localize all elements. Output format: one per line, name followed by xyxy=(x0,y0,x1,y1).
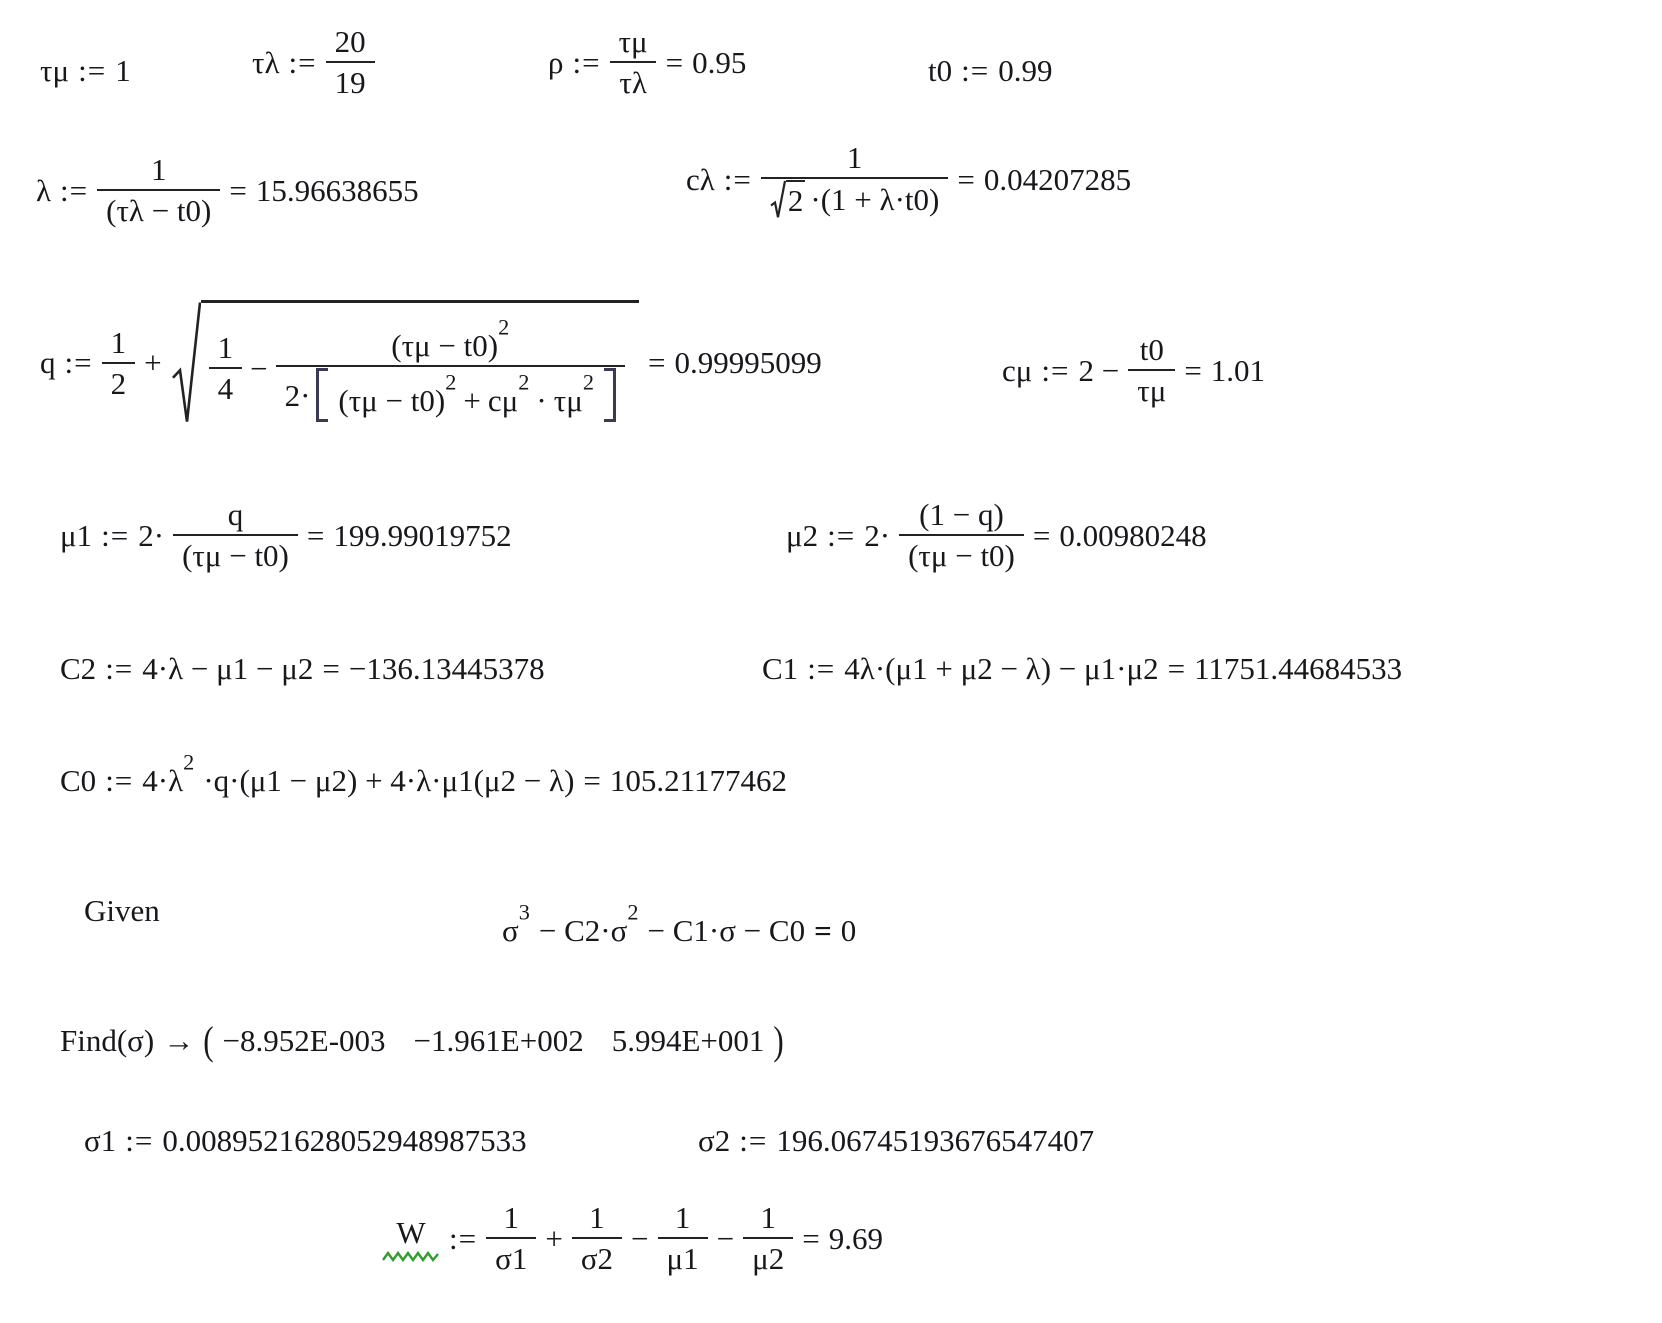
plus-operator: + xyxy=(463,383,481,419)
exponent: 3 xyxy=(518,899,530,925)
denominator-coefficient: 2· xyxy=(284,377,311,413)
exponent: 2 xyxy=(518,369,530,395)
variable-name: τλ xyxy=(252,44,280,80)
equation-tau-mu[interactable] xyxy=(40,52,131,89)
redefinition-squiggle-icon xyxy=(382,1251,440,1262)
fraction-numerator: 1 xyxy=(760,1200,776,1235)
expression: 4λ·(μ1 + μ2 − λ) − μ1·μ2 xyxy=(844,651,1159,686)
term-base: (τμ − t0) xyxy=(338,383,446,419)
equals-operator: = xyxy=(1167,651,1186,686)
equation-constraint[interactable] xyxy=(502,899,857,949)
result-value: 0.99995099 xyxy=(674,345,822,381)
fraction-numerator: 1 xyxy=(503,1200,519,1235)
denominator-rest: ·(1 + λ·t0) xyxy=(810,182,940,218)
assign-operator: := xyxy=(64,345,93,381)
left-bracket-icon xyxy=(316,368,328,422)
fraction-denominator xyxy=(276,365,625,423)
plus-operator: + xyxy=(545,1220,563,1256)
fraction xyxy=(1128,330,1175,410)
fraction-denominator: μ1 xyxy=(658,1237,708,1278)
fraction-numerator: q xyxy=(227,497,244,532)
open-paren: ( xyxy=(203,1017,214,1064)
fraction-denominator: 2 xyxy=(102,362,136,403)
expression: 4·λ − μ1 − μ2 xyxy=(142,651,314,686)
equation-c2[interactable] xyxy=(60,650,545,687)
fraction xyxy=(658,1198,708,1278)
coefficient: 2· xyxy=(864,517,891,553)
equation-find[interactable] xyxy=(60,1017,784,1064)
equation-sigma1[interactable] xyxy=(84,1122,527,1159)
fraction xyxy=(572,1198,622,1278)
variable-name: μ2 xyxy=(786,517,819,553)
result-value: −136.13445378 xyxy=(348,651,545,686)
exponent: 2 xyxy=(498,314,510,340)
given-keyword[interactable] xyxy=(84,892,160,929)
assign-operator: := xyxy=(827,517,856,553)
equals-operator: = xyxy=(802,1220,820,1256)
fraction-denominator: σ1 xyxy=(486,1237,536,1278)
variable-name: C1 xyxy=(762,651,799,686)
fraction xyxy=(610,22,657,102)
fraction-denominator: 19 xyxy=(326,61,375,102)
multiply-operator: · xyxy=(536,383,547,419)
result-value: 0.95 xyxy=(692,44,747,80)
result-value: 199.99019752 xyxy=(333,517,512,553)
result-vector xyxy=(223,1022,765,1059)
numerator-base: (τμ − t0) xyxy=(391,328,499,363)
exponent: 2 xyxy=(183,749,195,775)
fraction-one-quarter xyxy=(209,328,243,408)
fraction-denominator: (τμ − t0) xyxy=(173,534,298,575)
symbolic-arrow-icon: → xyxy=(163,1023,195,1058)
radical-sign-icon xyxy=(171,300,201,425)
fraction-denominator: τλ xyxy=(610,61,656,102)
equation-w[interactable] xyxy=(382,1198,883,1278)
fraction xyxy=(761,138,948,220)
assign-operator: := xyxy=(125,1123,154,1158)
fraction-numerator: 1 xyxy=(110,324,127,360)
equals-operator: = xyxy=(322,651,340,686)
assign-operator: := xyxy=(105,763,134,798)
variable-name: ρ xyxy=(548,44,564,80)
fraction-numerator: 1 xyxy=(846,140,863,175)
assign-operator: := xyxy=(78,53,107,88)
assign-operator: := xyxy=(449,1220,478,1256)
bracket-content xyxy=(335,368,597,422)
term-base: − C2·σ xyxy=(538,913,628,948)
equation-lambda[interactable] xyxy=(36,150,419,230)
equation-rho[interactable] xyxy=(548,22,746,102)
radical-sign-icon xyxy=(770,180,786,219)
equals-operator: = xyxy=(665,44,684,80)
close-paren: ) xyxy=(773,1017,784,1064)
equation-mu1[interactable] xyxy=(60,495,512,575)
variable-name: cμ xyxy=(1002,352,1033,388)
right-hand-side: 0 xyxy=(840,913,857,948)
result-value: 11751.44684533 xyxy=(1194,651,1403,686)
fraction-denominator: τμ xyxy=(1128,369,1175,410)
constraint-equals-operator: = xyxy=(814,913,832,948)
equation-c-mu[interactable] xyxy=(1002,330,1265,410)
variable-name-with-warning xyxy=(382,1214,440,1262)
exponent: 2 xyxy=(582,369,594,395)
result-value: 9.69 xyxy=(828,1220,883,1256)
assign-operator: := xyxy=(101,517,130,553)
variable-name: μ1 xyxy=(60,517,93,553)
fraction-numerator xyxy=(382,313,518,365)
fraction-denominator: 4 xyxy=(209,367,243,408)
variable-name: W xyxy=(396,1215,426,1251)
radicand xyxy=(201,300,639,425)
result-value: 105.21177462 xyxy=(609,763,787,798)
fraction xyxy=(326,22,375,102)
term-base: cμ xyxy=(487,383,519,419)
fraction-numerator: 1 xyxy=(217,330,234,365)
equation-c0[interactable] xyxy=(60,749,787,799)
fraction-numerator: t0 xyxy=(1139,332,1164,367)
assign-operator: := xyxy=(60,172,89,208)
right-bracket-icon xyxy=(604,368,616,422)
plus-operator: + xyxy=(144,345,162,381)
minus-operator: − xyxy=(250,350,268,386)
expression-prefix: 2 − xyxy=(1078,352,1120,388)
equation-q[interactable] xyxy=(40,300,822,425)
equation-tau-lambda[interactable] xyxy=(252,22,375,102)
value: 0.0089521628052948987533 xyxy=(162,1123,527,1158)
result-value: 1.01 xyxy=(1210,352,1266,388)
fraction xyxy=(743,1198,793,1278)
fraction-numerator: 1 xyxy=(589,1200,605,1235)
assign-operator: := xyxy=(807,651,836,686)
variable-name: cλ xyxy=(686,161,715,197)
value: 196.06745193676547407 xyxy=(776,1123,1095,1158)
sigma-base: σ xyxy=(502,913,519,948)
variable-name: λ xyxy=(36,172,52,208)
coefficient: 2· xyxy=(138,517,165,553)
expression-tail: − C1·σ − C0 xyxy=(647,913,806,948)
fraction-numerator: τμ xyxy=(618,24,648,59)
assign-operator: := xyxy=(288,44,317,80)
find-call: Find(σ) xyxy=(60,1023,155,1058)
assign-operator: := xyxy=(739,1123,768,1158)
result-value: 0.00980248 xyxy=(1059,517,1207,553)
fraction-numerator: 20 xyxy=(334,24,366,59)
square-root xyxy=(171,300,639,425)
term-base: τμ xyxy=(553,383,583,419)
value: 0.99 xyxy=(998,53,1053,88)
root-value-2: −1.961E+002 xyxy=(413,1023,584,1058)
variable-name: C0 xyxy=(60,763,97,798)
equals-operator: = xyxy=(647,345,666,381)
equals-operator: = xyxy=(1032,517,1051,553)
exponent: 2 xyxy=(627,899,639,925)
variable-name: t0 xyxy=(928,53,953,88)
minus-operator: − xyxy=(631,1220,649,1256)
keyword-label: Given xyxy=(84,893,160,928)
variable-name: σ2 xyxy=(698,1123,731,1158)
equals-operator: = xyxy=(957,161,975,197)
square-root xyxy=(770,180,806,219)
fraction-one-half xyxy=(102,323,136,403)
fraction xyxy=(486,1198,536,1278)
value: 1 xyxy=(115,53,131,88)
equals-operator: = xyxy=(583,763,601,798)
equation-c1[interactable] xyxy=(762,650,1402,687)
fraction-denominator: (τλ − t0) xyxy=(97,189,220,230)
fraction-denominator: (τμ − t0) xyxy=(899,534,1024,575)
fraction xyxy=(173,495,298,575)
root-value-1: −8.952E-003 xyxy=(222,1023,386,1058)
assign-operator: := xyxy=(105,651,134,686)
equation-t0[interactable] xyxy=(928,52,1052,89)
fraction xyxy=(899,495,1024,575)
fraction-numerator: 1 xyxy=(151,152,167,187)
assign-operator: := xyxy=(723,161,752,197)
equation-c-lambda[interactable] xyxy=(686,138,1131,220)
assign-operator: := xyxy=(572,44,601,80)
equation-sigma2[interactable] xyxy=(698,1122,1094,1159)
fraction-denominator: μ2 xyxy=(743,1237,793,1278)
equals-operator: = xyxy=(1184,352,1202,388)
variable-name: τμ xyxy=(40,53,70,88)
equation-mu2[interactable] xyxy=(786,495,1207,575)
result-value: 0.04207285 xyxy=(983,161,1132,197)
result-value: 15.96638655 xyxy=(255,172,419,208)
term-base: 4·λ xyxy=(142,763,184,798)
fraction xyxy=(97,150,220,230)
radicand: 2 xyxy=(786,180,806,219)
expression: ·q·(μ1 − μ2) + 4·λ·μ1(μ2 − λ) xyxy=(203,763,575,798)
assign-operator: := xyxy=(961,53,990,88)
equals-operator: = xyxy=(306,517,325,553)
exponent: 2 xyxy=(445,369,457,395)
equals-operator: = xyxy=(229,172,247,208)
fraction-denominator: σ2 xyxy=(572,1237,622,1278)
minus-operator: − xyxy=(716,1220,735,1256)
variable-name: σ1 xyxy=(84,1123,117,1158)
inner-fraction xyxy=(276,313,625,423)
assign-operator: := xyxy=(1041,352,1070,388)
fraction-numerator: (1 − q) xyxy=(919,497,1004,532)
variable-name: C2 xyxy=(60,651,97,686)
root-value-3: 5.994E+001 xyxy=(611,1023,765,1058)
variable-name: q xyxy=(40,345,56,381)
fraction-numerator: 1 xyxy=(674,1200,691,1235)
fraction-denominator xyxy=(761,177,948,220)
